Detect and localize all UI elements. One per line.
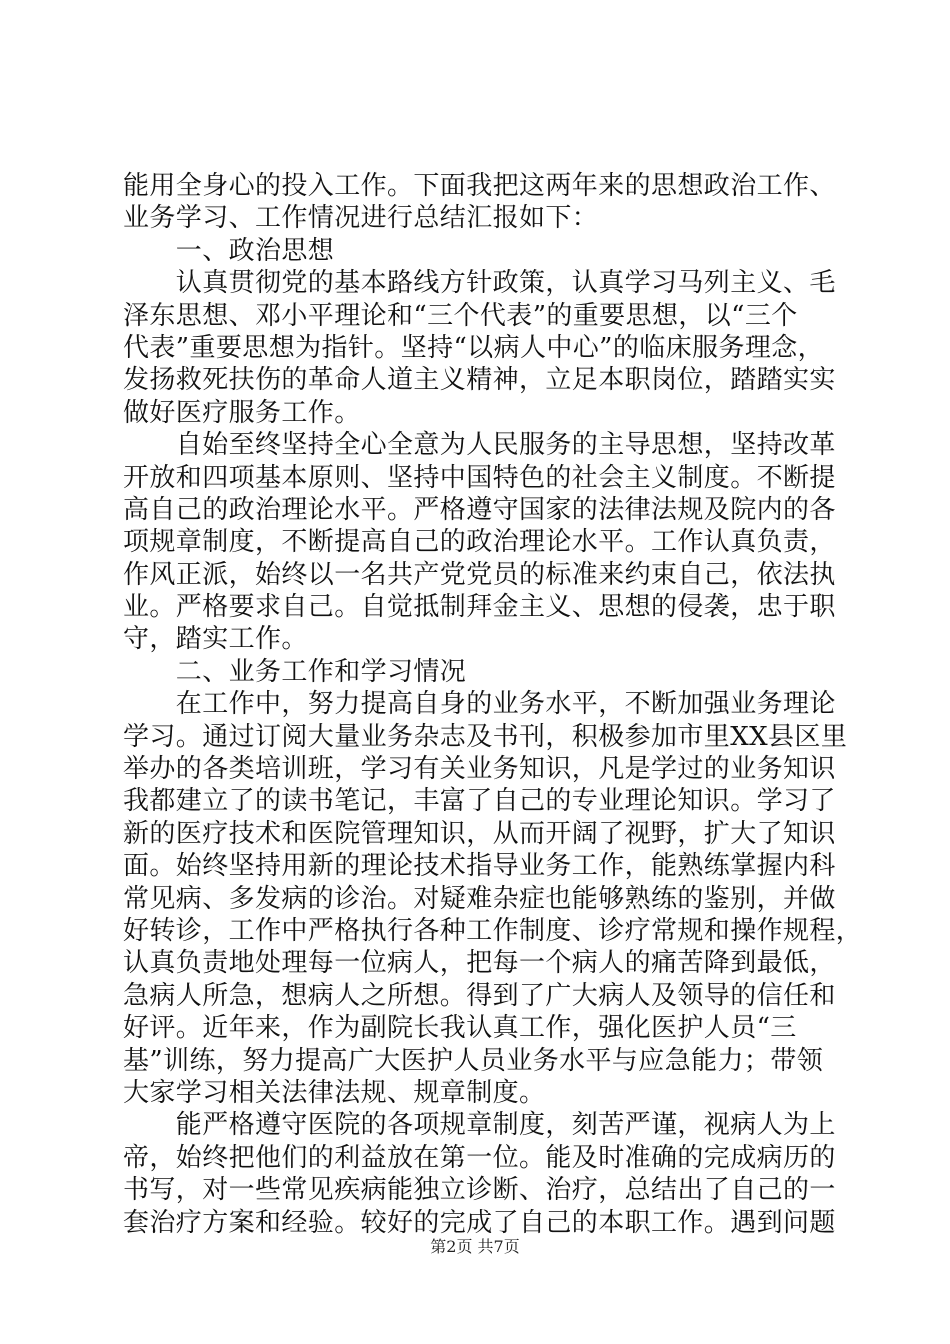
text-line: 作风正派，始终以一名共产党党员的标准来约束自己，依法执 bbox=[123, 559, 836, 590]
section-heading: 二、业务工作和学习情况 bbox=[123, 656, 467, 687]
text-line: 代表”重要思想为指针。坚持“以病人中心”的临床服务理念， bbox=[123, 332, 825, 363]
text-line: 认真负责地处理每一位病人，把每一个病人的痛苦降到最低， bbox=[123, 948, 836, 979]
text-line: 好转诊，工作中严格执行各种工作制度、诊疗常规和操作规程， bbox=[123, 915, 863, 946]
section-heading: 一、政治思想 bbox=[123, 235, 335, 266]
text-line: 自始至终坚持全心全意为人民服务的主导思想，坚持改革 bbox=[123, 430, 836, 461]
text-line: 大家学习相关法律法规、规章制度。 bbox=[123, 1077, 546, 1108]
text-line: 面。始终坚持用新的理论技术指导业务工作，能熟练掌握内科 bbox=[123, 851, 836, 882]
text-line: 高自己的政治理论水平。严格遵守国家的法律法规及院内的各 bbox=[123, 494, 836, 525]
text-line: 举办的各类培训班，学习有关业务知识，凡是学过的业务知识 bbox=[123, 754, 836, 785]
text-line: 帝，始终把他们的利益放在第一位。能及时准确的完成病历的 bbox=[123, 1142, 836, 1173]
text-line: 在工作中，努力提高自身的业务水平，不断加强业务理论 bbox=[123, 689, 836, 720]
text-line: 学习。通过订阅大量业务杂志及书刊，积极参加市里XX县区里 bbox=[123, 721, 848, 752]
text-line: 能严格遵守医院的各项规章制度，刻苦严谨，视病人为上 bbox=[123, 1110, 836, 1141]
text-line: 常见病、多发病的诊治。对疑难杂症也能够熟练的鉴别，并做 bbox=[123, 883, 836, 914]
text-line: 书写，对一些常见疾病能独立诊断、治疗，总结出了自己的一 bbox=[123, 1175, 836, 1206]
text-line: 项规章制度，不断提高自己的政治理论水平。工作认真负责， bbox=[123, 527, 836, 558]
text-line: 守，踏实工作。 bbox=[123, 624, 308, 655]
text-line: 套治疗方案和经验。较好的完成了自己的本职工作。遇到问题 bbox=[123, 1207, 836, 1238]
text-line: 泽东思想、邓小平理论和“三个代表”的重要思想，以“三个 bbox=[123, 300, 798, 331]
text-line: 好评。近年来，作为副院长我认真工作，强化医护人员“三 bbox=[123, 1013, 797, 1044]
text-line: 开放和四项基本原则、坚持中国特色的社会主义制度。不断提 bbox=[123, 462, 836, 493]
text-line: 业务学习、工作情况进行总结汇报如下： bbox=[123, 203, 599, 234]
text-line: 认真贯彻党的基本路线方针政策，认真学习马列主义、毛 bbox=[123, 268, 836, 299]
body-text bbox=[123, 170, 863, 1239]
text-line: 能用全身心的投入工作。下面我把这两年来的思想政治工作、 bbox=[123, 171, 836, 201]
text-line: 做好医疗服务工作。 bbox=[123, 397, 361, 428]
text-line: 急病人所急，想病人之所想。得到了广大病人及领导的信任和 bbox=[123, 980, 836, 1011]
page-footer bbox=[0, 1234, 950, 1257]
text-line: 发扬救死扶伤的革命人道主义精神，立足本职岗位，踏踏实实 bbox=[123, 365, 836, 396]
text-line: 我都建立了的读书笔记，丰富了自己的专业理论知识。学习了 bbox=[123, 786, 836, 817]
text-line: 基”训练，努力提高广大医护人员业务水平与应急能力；带领 bbox=[123, 1045, 824, 1076]
text-line: 业。严格要求自己。自觉抵制拜金主义、思想的侵袭，忠于职 bbox=[123, 592, 836, 623]
text-line: 新的医疗技术和医院管理知识，从而开阔了视野，扩大了知识 bbox=[123, 818, 836, 849]
page-number: 第2页 共7页 bbox=[430, 1237, 520, 1256]
